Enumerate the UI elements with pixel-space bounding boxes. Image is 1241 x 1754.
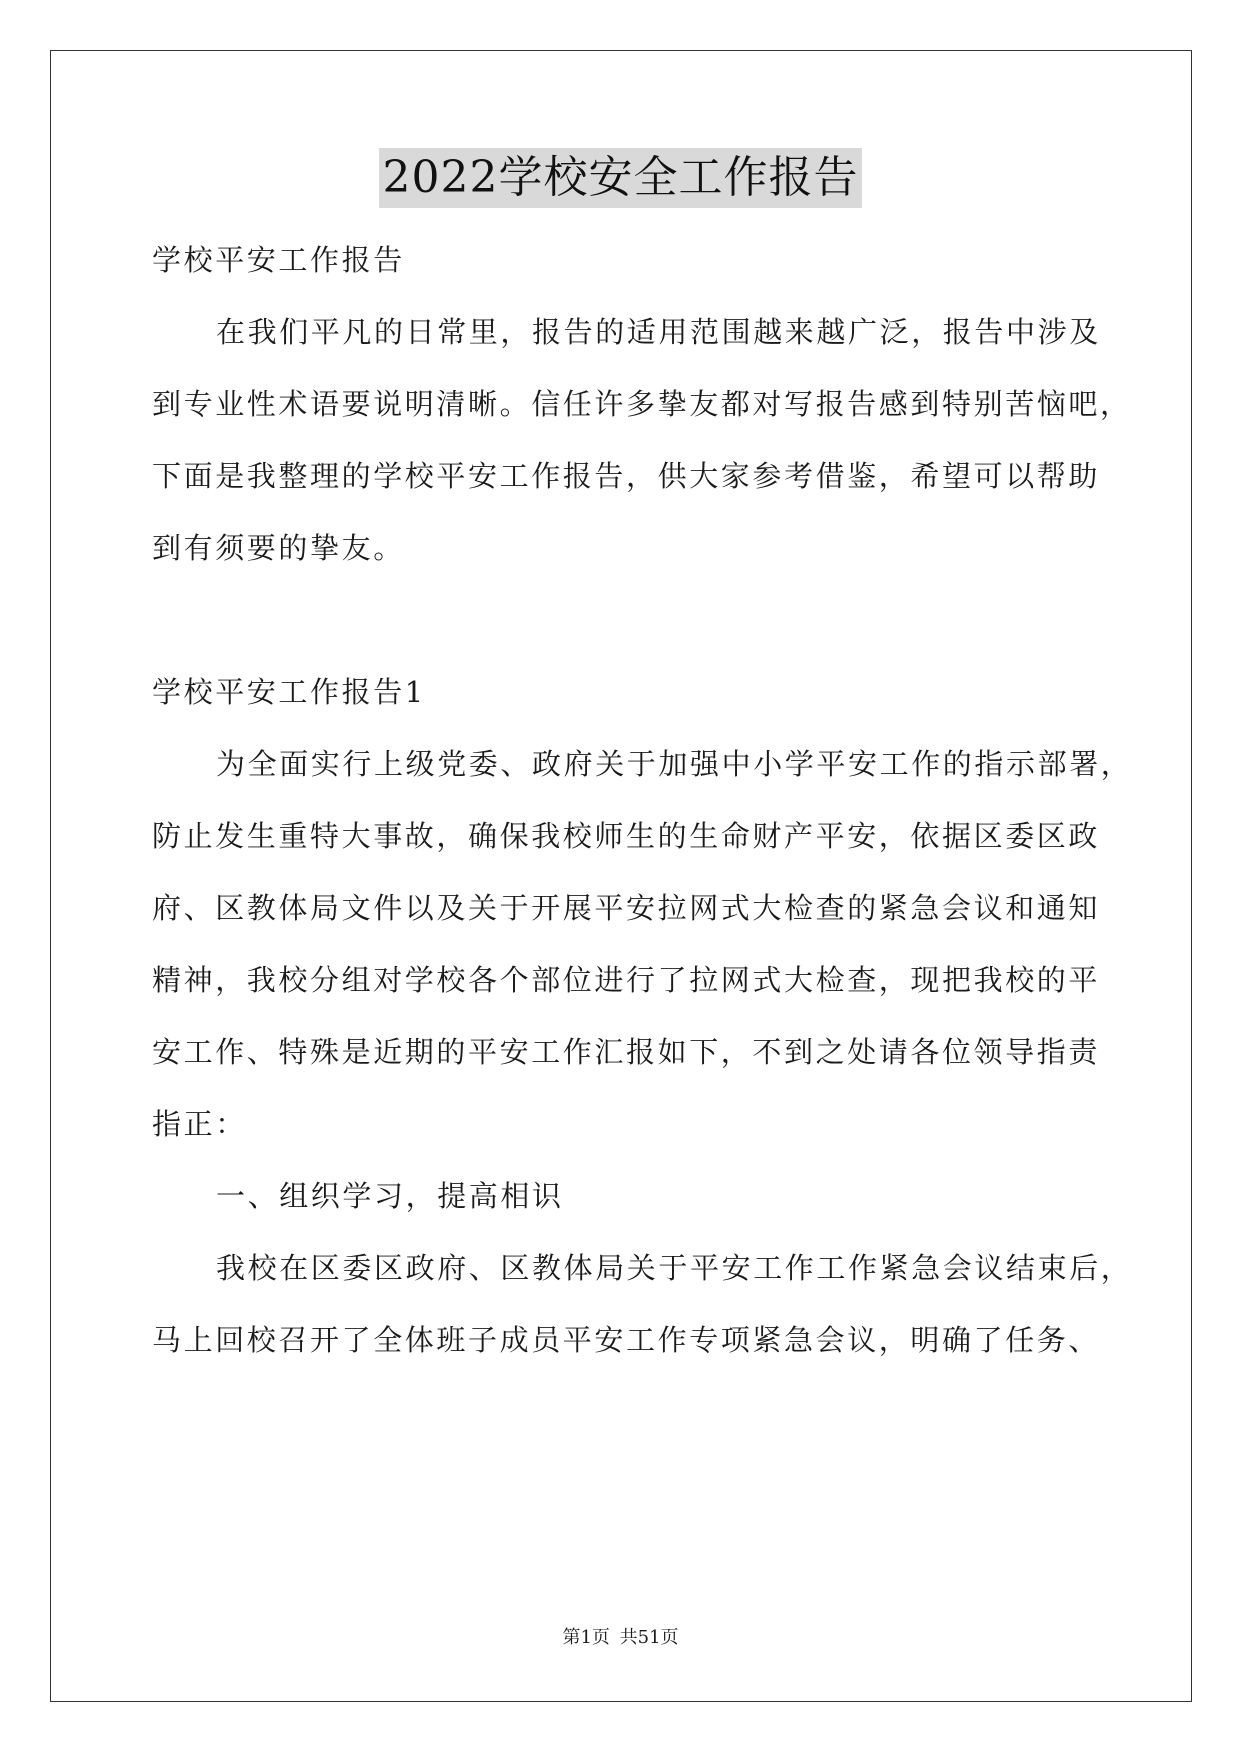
page-footer: [0, 1626, 1241, 1650]
section-heading: 学校平安工作报告1: [152, 675, 426, 709]
paragraph-line: 安工作、特殊是近期的平安工作汇报如下，不到之处请各位领导指责: [152, 1035, 1101, 1069]
page-total: 共51页: [619, 1627, 679, 1648]
paragraph-line: 到专业性术语要说明清晰。信任许多挚友都对写报告感到特别苦恼吧，: [152, 387, 1132, 421]
paragraph-line: 我校在区委区政府、区教体局关于平安工作工作紧急会议结束后，: [216, 1251, 1133, 1285]
paragraph-line: 防止发生重特大事故，确保我校师生的生命财产平安，依据区委区政: [152, 819, 1101, 853]
page-border: [50, 50, 1192, 1702]
subsection-heading: 一、组织学习，提高相识: [216, 1179, 564, 1213]
paragraph-line: 到有须要的挚友。: [152, 531, 405, 565]
paragraph-line: 在我们平凡的日常里，报告的适用范围越来越广泛，报告中涉及: [216, 315, 1101, 349]
paragraph-line: 府、区教体局文件以及关于开展平安拉网式大检查的紧急会议和通知: [152, 891, 1101, 925]
section-heading: 学校平安工作报告: [152, 243, 405, 277]
title-container: [0, 148, 1241, 208]
paragraph-line: 指正：: [152, 1107, 247, 1141]
paragraph-line: 马上回校召开了全体班子成员平安工作专项紧急会议，明确了任务、: [152, 1323, 1101, 1357]
page-number: 第1页: [562, 1627, 610, 1648]
document-title: 2022学校安全工作报告: [379, 148, 863, 208]
paragraph-line: 下面是我整理的学校平安工作报告，供大家参考借鉴，希望可以帮助: [152, 459, 1101, 493]
paragraph-line: 精神，我校分组对学校各个部位进行了拉网式大检查，现把我校的平: [152, 963, 1101, 997]
paragraph-line: 为全面实行上级党委、政府关于加强中小学平安工作的指示部署，: [216, 747, 1133, 781]
